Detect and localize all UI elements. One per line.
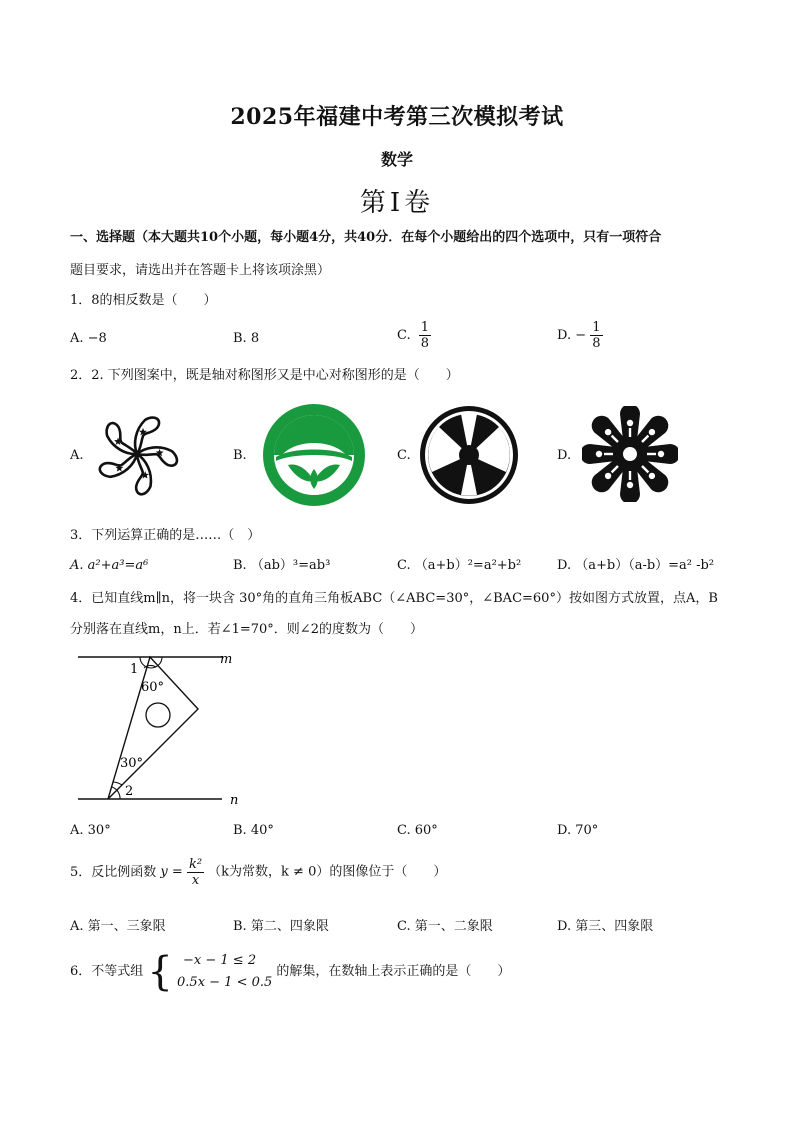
- q4-triangle-figure: [70, 645, 260, 810]
- q1-d-numerator: 1: [592, 320, 601, 335]
- label-m: m: [220, 652, 233, 667]
- q5-fraction: [187, 857, 204, 888]
- triangle-abc: [108, 657, 198, 799]
- q6-inequality-1: −x − 1 ≤ 2: [183, 953, 257, 968]
- exam-title: 2025年福建中考第三次模拟考试: [230, 104, 564, 130]
- section-intro-line2: 题目要求，请选出并在答题卡上将该项涂黑）: [70, 263, 331, 278]
- q4-option-c: C. 60°: [397, 823, 438, 838]
- q1-option-d-fraction: [590, 320, 602, 351]
- q5-stem-suffix: （k为常数，k ≠ 0）的图像位于（ ）: [208, 864, 447, 880]
- q5-numerator: k²: [188, 857, 203, 872]
- q5-stem-prefix: 5．反比例函数: [70, 865, 157, 880]
- q1-option-a: A. −8: [70, 331, 107, 346]
- q3-option-b: B. （ab）³=ab³: [233, 558, 331, 573]
- triangle-hole: [146, 703, 170, 727]
- q5-option-a: A. 第一、三象限: [70, 919, 166, 934]
- q1-option-d-prefix: D. −: [557, 328, 587, 343]
- q5-option-b: B. 第二、四象限: [233, 919, 329, 934]
- q1-c-numerator: 1: [420, 320, 430, 335]
- q5-y-eq: y =: [160, 864, 183, 880]
- volume-label: 第Ⅰ卷: [359, 188, 435, 218]
- q2-option-d-label: D.: [557, 448, 572, 463]
- q4-stem-line2: 分别落在直线m，n上．若∠1=70°．则∠2的度数为（ ）: [70, 622, 423, 637]
- q2-option-a-label: A.: [70, 448, 84, 463]
- label-n: n: [230, 793, 239, 808]
- q3-option-c: C. （a+b）²=a²+b²: [397, 558, 522, 573]
- section-intro-line1: 一、选择题（本大题共10个小题，每小题4分，共40分．在每个小题给出的四个选项中，只有一项符合: [70, 230, 662, 245]
- q3-stem: 3．下列运算正确的是……（ ）: [70, 528, 261, 543]
- q6-brace: {: [147, 949, 173, 995]
- q4-option-d: D. 70°: [557, 823, 599, 838]
- q1-stem: 1．8的相反数是（ ）: [70, 293, 217, 308]
- green-food-logo-icon: [262, 403, 366, 507]
- q1-option-c: [397, 320, 431, 351]
- q2-stem: 2．2. 下列图案中，既是轴对称图形又是中心对称图形的是（ ）: [70, 368, 459, 383]
- q4-option-a: A. 30°: [70, 823, 111, 838]
- label-angle30: 30°: [120, 756, 144, 771]
- q4-option-b: B. 40°: [233, 823, 274, 838]
- q1-option-d: [557, 320, 603, 351]
- q1-c-denominator: 8: [420, 336, 430, 351]
- q4-stem-line1: 4．已知直线m∥n，将一块含 30°角的直角三角板ABC（∠ABC=30°，∠BAC=60°）按如图方式放置，点A，B: [70, 591, 718, 606]
- q6-stem: [70, 950, 510, 994]
- q6-inequality-system: [177, 950, 272, 994]
- q1-option-c-fraction: [419, 320, 431, 351]
- subject-label: 数学: [380, 150, 413, 169]
- q2-option-c-label: C.: [397, 448, 411, 463]
- q3-option-d: D. （a+b）（a-b）=a² -b²: [557, 558, 715, 573]
- q5-stem: [70, 857, 446, 888]
- label-angle2: 2: [125, 784, 134, 799]
- q1-d-denominator: 8: [592, 336, 601, 351]
- q5-option-d: D. 第三、四象限: [557, 919, 654, 934]
- chrysanthemum-crest-icon: [582, 406, 678, 502]
- label-angle1: 1: [130, 662, 139, 677]
- q6-stem-suffix: 的解集，在数轴上表示正确的是（ ）: [276, 964, 511, 979]
- q6-inequality-2: 0.5x − 1 < 0.5: [177, 975, 273, 990]
- q5-denominator: x: [191, 873, 200, 888]
- bauhinia-emblem-icon: [92, 410, 182, 498]
- q2-option-b-label: B.: [233, 448, 247, 463]
- radiation-symbol-icon: [418, 404, 520, 506]
- q3-option-a: A. a²+a³=a⁶: [70, 558, 149, 573]
- q6-stem-prefix: 6．不等式组: [70, 964, 144, 979]
- label-angle60: 60°: [141, 680, 165, 695]
- q5-option-c: C. 第一、二象限: [397, 919, 493, 934]
- q1-option-b: B. 8: [233, 331, 260, 346]
- q1-option-c-prefix: C.: [397, 328, 411, 343]
